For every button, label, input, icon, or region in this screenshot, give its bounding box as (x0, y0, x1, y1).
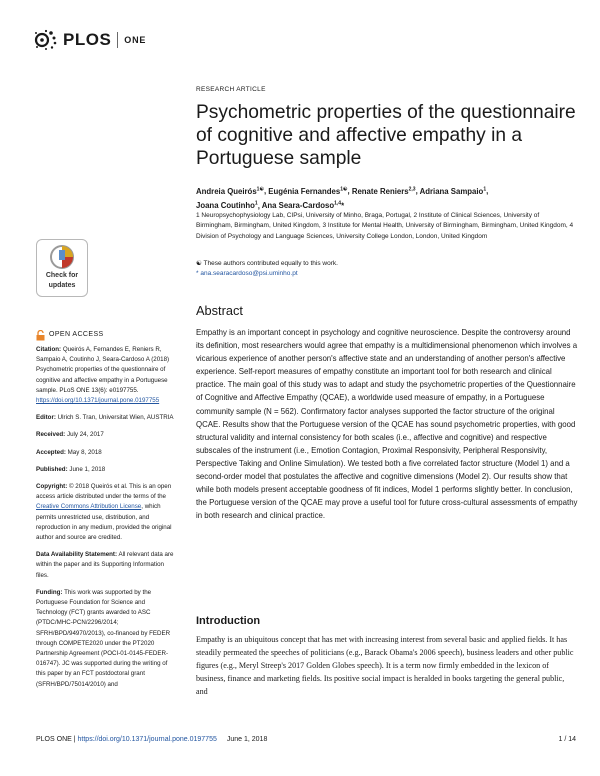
footer-doi-link[interactable]: https://doi.org/10.1371/journal.pone.0197755 (77, 736, 217, 743)
author[interactable]: Andreia Queirós$^{1☯}$ (196, 186, 264, 196)
funding: Funding: This work was supported by the Portuguese Foundation for Science and Technology (FCT) grants awarded to ASC (PTDC/MHC-PCN/2296/2014; SFRH/BPD/94970/2013), co-financed by FEDER through COMPETE2020 under the PT2020 Partnership Agreement (POCI-01-0145-FEDER-016747). JC was supported during the writing of this paper by an FCT postdoctoral grant (SFRH/BPD/75014/2010) and (36, 588, 171, 688)
journal-name: ONE (124, 35, 147, 45)
check-for-updates-badge[interactable] (36, 239, 88, 297)
check-label-line2: updates (48, 282, 76, 289)
open-lock-icon (36, 330, 45, 341)
plos-logo-icon (34, 29, 60, 51)
check-label-line1: Check for (45, 272, 79, 279)
introduction-heading: Introduction (196, 615, 261, 627)
citation-doi-link[interactable]: https://doi.org/10.1371/journal.pone.0197755 (36, 397, 160, 405)
published-date: Published: June 1, 2018 (36, 465, 106, 473)
logo-divider (117, 32, 118, 48)
editor: Editor: Ulrich S. Tran, Universitat Wien, AUSTRIA (36, 414, 174, 422)
author[interactable]: Joana Coutinho$^1$ (196, 200, 258, 211)
page-footer (36, 736, 576, 743)
abstract-heading: Abstract (196, 303, 243, 318)
footer-separator: | (71, 736, 78, 743)
corresponding-email-link[interactable]: * ana.searacardoso@psi.uminho.pt (196, 270, 298, 277)
author[interactable]: Renate Reniers$^{2,3}$ (351, 186, 416, 196)
data-availability: Data Availability Statement: All relevant data are within the paper and its Supporting Information files. (36, 551, 174, 579)
plos-logo[interactable] (34, 28, 146, 52)
author-list: Andreia Queirós$^{1☯}$, Eugénia Fernandes$^{1☯}$, Renate Reniers$^{2,3}$, Adriana Sampaio$^1$, Joana Coutinho$^1$, Ana Seara-Cardoso$^{1,4}$* (196, 186, 489, 211)
author[interactable]: Ana Seara-Cardoso$^{1,4}$ (261, 200, 342, 211)
open-access-badge: OPEN ACCESS (36, 330, 176, 341)
article-info-sidebar (36, 330, 176, 697)
footer-journal: PLOS ONE (36, 736, 72, 743)
contribution-notes (196, 259, 576, 279)
article-title: Psychometric properties of the questionnaire of cognitive and affective empathy in a Portuguese sample (196, 102, 576, 169)
plos-brand: PLOS (63, 30, 112, 49)
received-date: Received: July 24, 2017 (36, 431, 104, 439)
copyright: Copyright: © 2018 Queirós et al. This is an open access article distributed under the terms of the Creative Commons Attribution License, which permits unrestricted use, distribution, and reproduction in any medium, provided the original author and source are credited. (36, 483, 172, 542)
affiliations: 1 Neuropsychophysiology Lab, CIPsi, University of Minho, Braga, Portugal, 2 Institute of Clinical Sciences, University of Birmingham, Birmingham, United Kingdom, 3 Institute for Mental Health, University of Birmingham, Birmingham, United Kingdom, 4 Division of Psychology and Language Sciences, University College London, London, United Kingdom (196, 212, 574, 240)
introduction-text: Empathy is an ubiquitous concept that has met with increasing interest from several basic and applied fields. It has steadily permeated the speeches of politicians (e.g., Barack Obama's 2006 speech), business leaders and other public figures (e.g., Meryl Streep's 2017 Golden Globes speech). It is a term now firmly embedded in the lexicon of business, finance and marketing fields. Its positive social impact is heralded in books targeting the general public, and (196, 635, 574, 697)
author[interactable]: Eugénia Fernandes$^{1☯}$ (268, 186, 348, 196)
article-type: RESEARCH ARTICLE (196, 86, 266, 93)
citation: Citation: Queirós A, Fernandes E, Reniers R, Sampaio A, Coutinho J, Seara-Cardoso A (2018) Psychometric properties of the questionnaire of cognitive and affective empathy in a Portuguese sample. PLoS ONE 13(6): e0197755. https://doi.org/10.1371/journal.pone.0197755 (36, 346, 170, 405)
accepted-date: Accepted: May 8, 2018 (36, 448, 102, 456)
abstract-text: Empathy is an important concept in psychology and cognitive neuroscience. Despite the controversy around its definition, most researchers would agree that empathy is a multidimensional phenomenon which involves a vicarious experience of another person's affective state and an understanding of another person's affective experience. Self-report measures of empathy constitute an important tool for both research and clinical practice. The main goal of this study was to adapt and study the psychometric properties of the Questionnaire of Cognitive and Affective Empathy (QCAE), a worldwide used measure of empathy, in a Portuguese community sample (N = 562). Confirmatory factor analyses supported the factor structure of the original QCAE. Results show that the Portuguese version of the QCAE has sound psychometric properties, with good structural validity and internal consistency for both scales (i.e., affective and cognitive) and respective subscales of the instrument (i.e., Emotion Contagion, Proximal Responsivity, Peripheral Responsivity, Perspective Taking and Online Simulation). We tested both a five correlated factor structure (Model 1) and a second-order model that postulates the affective and cognitive dimensions (Model 2). Our results show that while both models present acceptable goodness of fit indices, Model 1 performs slightly better. In conclusion, the Portuguese version of the QCAE may prove a useful tool for future cross-cultural assessments of empathy in both research and clinical practice. (196, 328, 578, 521)
license-link[interactable]: Creative Commons Attribution License (36, 503, 142, 511)
equal-contribution-note: ☯ These authors contributed equally to this work. (196, 260, 338, 267)
footer-date: June 1, 2018 (226, 736, 268, 743)
crossmark-icon (49, 244, 75, 270)
page-number: 1 / 14 (558, 736, 576, 743)
author[interactable]: Adriana Sampaio$^1$ (419, 186, 487, 196)
